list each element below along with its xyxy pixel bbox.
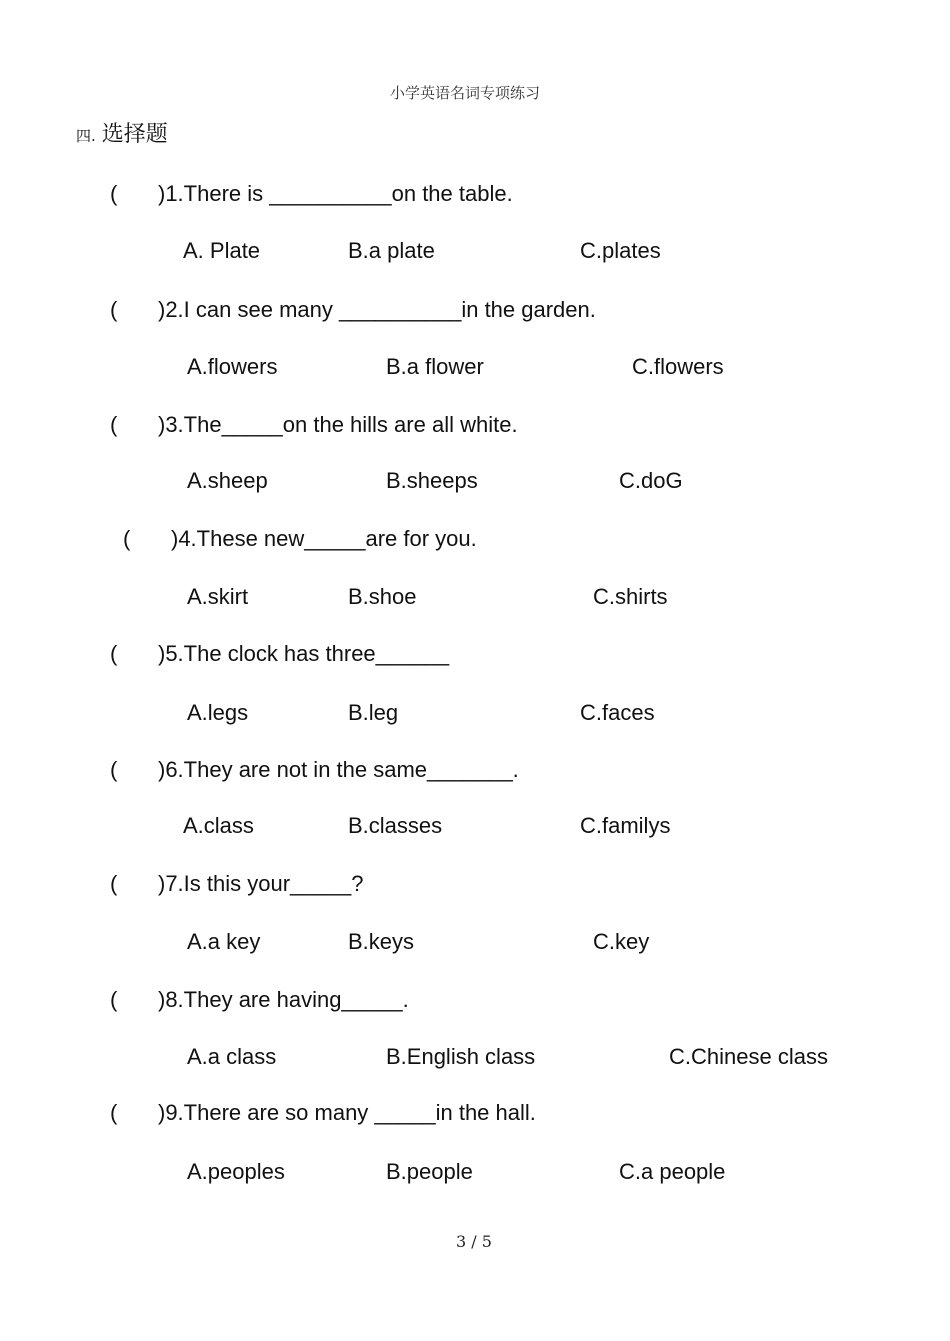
page-header: 小学英语名词专项练习 bbox=[389, 84, 540, 102]
section-heading bbox=[76, 120, 168, 151]
question-1-option-b: B.a plate bbox=[348, 238, 435, 263]
question-4-option-a: A.skirt bbox=[187, 584, 249, 609]
question-text: )6.They are not in the same_______. bbox=[158, 757, 519, 782]
section-title: 选择题 bbox=[101, 122, 168, 147]
question-4 bbox=[123, 525, 477, 553]
question-1-option-c: C.plates bbox=[580, 238, 661, 263]
question-4-option-c: C.shirts bbox=[593, 584, 668, 609]
question-1-option-a: A. Plate bbox=[183, 238, 261, 263]
question-5-option-b: B.leg bbox=[348, 700, 399, 725]
question-6-option-b: B.classes bbox=[348, 813, 443, 838]
question-8 bbox=[110, 986, 409, 1014]
question-text: )3.The_____on the hills are all white. bbox=[158, 412, 518, 437]
answer-paren: ( bbox=[110, 757, 118, 782]
question-7 bbox=[110, 870, 363, 898]
question-2-option-c: C.flowers bbox=[632, 354, 724, 379]
question-9 bbox=[110, 1099, 536, 1127]
answer-paren: ( bbox=[110, 987, 118, 1012]
question-6 bbox=[110, 756, 519, 784]
answer-paren: ( bbox=[110, 297, 118, 322]
question-3-option-c: C.doG bbox=[619, 468, 683, 493]
question-2-option-a: A.flowers bbox=[187, 354, 278, 379]
answer-paren: ( bbox=[110, 181, 118, 206]
question-text: )2.I can see many __________in the garden. bbox=[158, 297, 596, 322]
question-8-option-b: B.English class bbox=[386, 1044, 536, 1069]
question-6-option-c: C.familys bbox=[580, 813, 671, 838]
question-9-option-c: C.a people bbox=[619, 1159, 726, 1184]
question-4-option-b: B.shoe bbox=[348, 584, 417, 609]
answer-paren: ( bbox=[123, 526, 131, 551]
question-5-option-a: A.legs bbox=[187, 700, 249, 725]
answer-paren: ( bbox=[110, 871, 118, 896]
question-text: )4.These new_____are for you. bbox=[171, 526, 477, 551]
question-7-option-c: C.key bbox=[593, 929, 650, 954]
question-2 bbox=[110, 296, 596, 324]
question-3-option-b: B.sheeps bbox=[386, 468, 478, 493]
question-text: )1.There is __________on the table. bbox=[158, 181, 513, 206]
question-3-option-a: A.sheep bbox=[187, 468, 268, 493]
question-9-option-a: A.peoples bbox=[187, 1159, 285, 1184]
question-text: )8.They are having_____. bbox=[158, 987, 409, 1012]
question-1 bbox=[110, 180, 513, 208]
question-text: )9.There are so many _____in the hall. bbox=[158, 1100, 536, 1125]
answer-paren: ( bbox=[110, 412, 118, 437]
question-text: )7.Is this your_____? bbox=[158, 871, 364, 896]
question-5-option-c: C.faces bbox=[580, 700, 655, 725]
page-number: 3 / 5 bbox=[456, 1232, 492, 1251]
question-9-option-b: B.people bbox=[386, 1159, 473, 1184]
question-text: )5.The clock has three______ bbox=[158, 641, 450, 666]
question-8-option-c: C.Chinese class bbox=[669, 1044, 828, 1069]
question-8-option-a: A.a class bbox=[187, 1044, 277, 1069]
question-2-option-b: B.a flower bbox=[386, 354, 484, 379]
answer-paren: ( bbox=[110, 1100, 118, 1125]
question-3 bbox=[110, 411, 518, 439]
question-6-option-a: A.class bbox=[183, 813, 254, 838]
section-number: 四. bbox=[76, 127, 96, 145]
question-7-option-b: B.keys bbox=[348, 929, 415, 954]
answer-paren: ( bbox=[110, 641, 118, 666]
question-5 bbox=[110, 640, 449, 668]
question-7-option-a: A.a key bbox=[187, 929, 261, 954]
